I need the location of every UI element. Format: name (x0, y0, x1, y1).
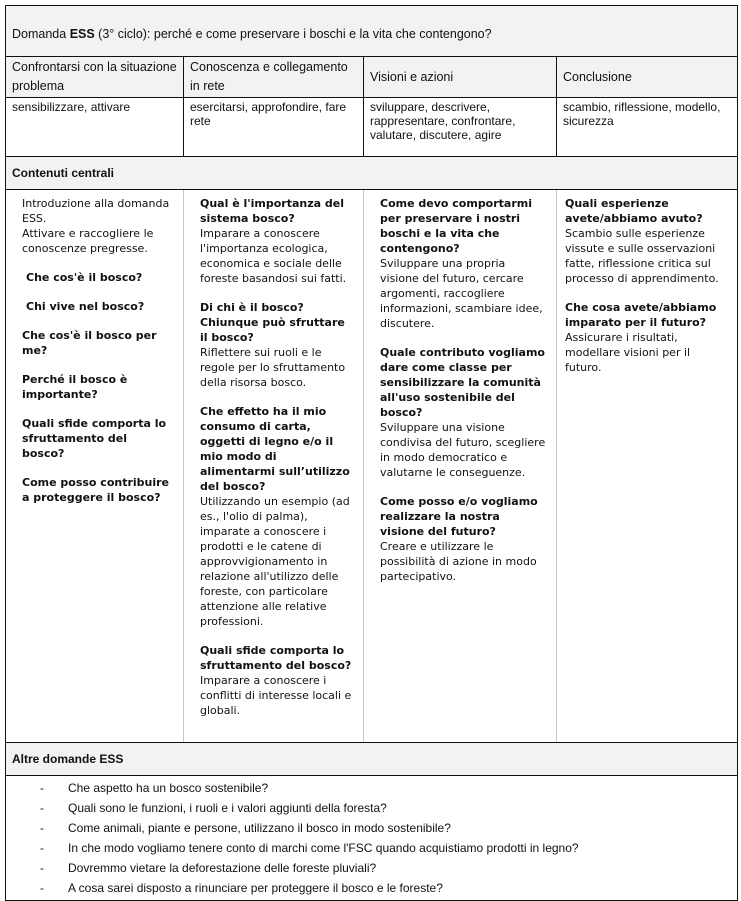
section-heading-other (6, 743, 738, 776)
list-item-text: A cosa sarei disposto a rinunciare per proteggere il bosco e le foreste? (68, 881, 443, 895)
column-header-2: Conoscenza e collegamento in rete (184, 57, 364, 98)
list-item (6, 858, 737, 878)
other-questions-row (6, 776, 738, 901)
other-questions-header-row (6, 743, 738, 776)
qa-block (200, 196, 353, 286)
question: Quali sfide comporta lo sfruttamento del bosco? (200, 644, 352, 672)
question: Qual è l'importanza del sistema bosco? (200, 197, 344, 225)
central-contents-header-row (6, 157, 738, 190)
verbs-4: scambio, riflessione, modello, sicurezza (557, 98, 738, 157)
verbs-2: esercitarsi, approfondire, fare rete (184, 98, 364, 157)
column-header-3: Visioni e azioni (364, 57, 557, 98)
central-contents-row (6, 190, 738, 743)
qa-block (380, 345, 546, 480)
question: Che cosa avete/abbiamo imparato per il futuro? (565, 301, 717, 329)
qa-block (565, 196, 727, 286)
list-item (6, 778, 737, 798)
title-bold: ESS (69, 27, 95, 41)
dash-bullet-icon: - (40, 881, 44, 895)
table (5, 5, 738, 901)
heading-prefix: Altre domande (12, 752, 100, 766)
dash-bullet-icon: - (40, 781, 44, 795)
content-col-4 (557, 190, 738, 743)
list-item (6, 838, 737, 858)
dash-bullet-icon: - (40, 841, 44, 855)
question: Che cos'è il bosco? (26, 271, 143, 284)
qa-block (200, 300, 353, 390)
verbs-1: sensibilizzare, attivare (6, 98, 184, 157)
qa-block (565, 300, 727, 375)
list-item-text: Quali sono le funzioni, i ruoli e i valori aggiunti della foresta? (68, 801, 387, 815)
section-heading-central: Contenuti centrali (6, 157, 738, 190)
answer: Riflettere sui ruoli e le regole per lo sfruttamento della risorsa bosco. (200, 346, 346, 389)
question: Chi vive nel bosco? (26, 300, 145, 313)
list-item-text: Dovremmo vietare la deforestazione delle foreste pluviali? (68, 861, 377, 875)
list-item (6, 798, 737, 818)
list-item (6, 818, 737, 838)
title-suffix: (3° ciclo): perché e come preservare i boschi e la vita che contengono? (94, 27, 492, 41)
answer: Sviluppare una visione condivisa del futuro, scegliere in modo democratico e valutarne le conseguenze. (380, 421, 546, 479)
answer: Scambio sulle esperienze vissute e sulle osservazioni fatte, riflessione critica sul processo di apprendimento. (565, 227, 719, 285)
list-item (6, 878, 737, 898)
title-prefix: Domanda (12, 27, 70, 41)
qa-block (380, 196, 546, 331)
heading-bold: ESS (99, 752, 124, 766)
intro-text-1: Introduzione alla domanda ESS. (22, 197, 170, 225)
answer: Imparare a conoscere l'importanza ecologica, economica e sociale delle foreste basandosi sui fatti. (200, 227, 347, 285)
title-row (6, 6, 738, 57)
content-col-1 (6, 190, 184, 743)
dash-bullet-icon: - (40, 821, 44, 835)
answer: Assicurare i risultati, modellare visioni per il futuro. (565, 331, 691, 374)
qa-block (200, 643, 353, 718)
column-header-4: Conclusione (557, 57, 738, 98)
dash-bullet-icon: - (40, 801, 44, 815)
verbs-3: sviluppare, descrivere, rappresentare, confrontare, valutare, discutere, agire (364, 98, 557, 157)
column-header-1: Confrontarsi con la situazione problema (6, 57, 184, 98)
question: Come posso contribuire a proteggere il bosco? (22, 476, 170, 504)
content-col-3 (364, 190, 557, 743)
list-item-text: Come animali, piante e persone, utilizzano il bosco in modo sostenibile? (68, 821, 451, 835)
question: Come posso e/o vogliamo realizzare la nostra visione del futuro? (380, 495, 538, 538)
list-item-text: In che modo vogliamo tenere conto di marchi come l'FSC quando acquistiamo prodotti in legno? (68, 841, 579, 855)
list-item-text: Che aspetto ha un bosco sostenibile? (68, 781, 269, 795)
answer: Creare e utilizzare le possibilità di azione in modo partecipativo. (380, 540, 537, 583)
dash-bullet-icon: - (40, 861, 44, 875)
answer: Imparare a conoscere i conflitti di interesse locali e globali. (200, 674, 352, 717)
verbs-row (6, 98, 738, 157)
question: Quali esperienze avete/abbiamo avuto? (565, 197, 703, 225)
question: Che cos'è il bosco per me? (22, 329, 157, 357)
content-col-2 (184, 190, 364, 743)
phase-header-row (6, 57, 738, 98)
other-questions-list (6, 776, 738, 901)
question: Perché il bosco è importante? (22, 373, 128, 401)
answer: Utilizzando un esempio (ad es., l'olio di palma), imparate a conoscere i prodotti e le catene di approvvigionamento in relazione all'utilizzo delle foreste, con particolare attenzione alle relative professioni. (200, 495, 350, 628)
answer: Sviluppare una propria visione del futuro, cercare argomenti, raccogliere informazioni, scambiare idee, discutere. (380, 257, 543, 330)
question: Quali sfide comporta lo sfruttamento del bosco? (22, 417, 167, 460)
question: Che effetto ha il mio consumo di carta, oggetti di legno e/o il mio modo di alimentarmi sull’utilizzo del bosco? (200, 405, 350, 493)
ess-planning-table (5, 5, 737, 901)
question: Quale contributo vogliamo dare come classe per sensibilizzare la comunità all'uso sostenibile del bosco? (380, 346, 545, 419)
intro-text-2: Attivare e raccogliere le conoscenze pregresse. (22, 227, 154, 255)
page-title (6, 6, 738, 57)
question: Di chi è il bosco? Chiunque può sfruttare il bosco? (200, 301, 345, 344)
question: Come devo comportarmi per preservare i nostri boschi e la vita che contengono? (380, 197, 533, 255)
qa-block (380, 494, 546, 584)
qa-block (200, 404, 353, 629)
